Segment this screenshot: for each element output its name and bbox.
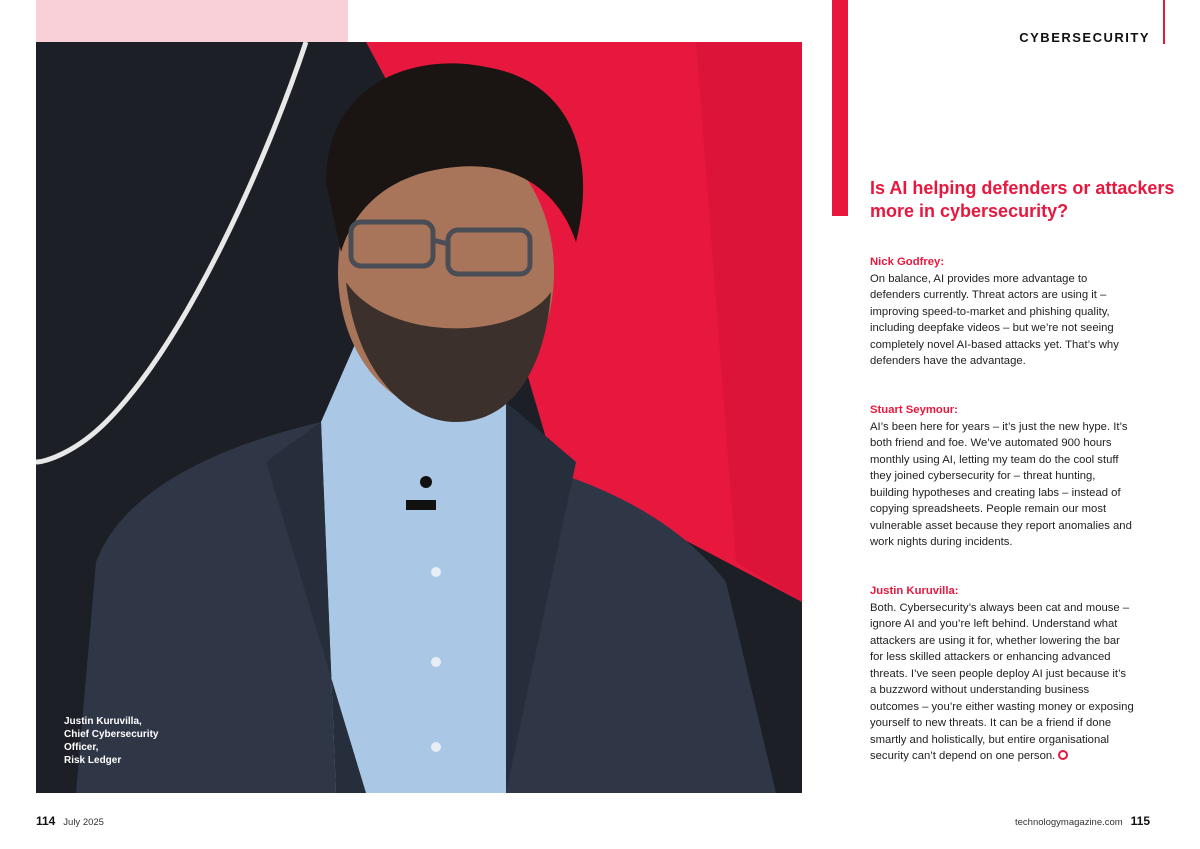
caption-line: Risk Ledger [64,755,122,766]
page-number-right: 115 [1130,814,1150,828]
footer-left [36,814,104,828]
caption-line: Chief Cybersecurity [64,729,159,740]
end-mark-icon [1058,750,1068,760]
footer-right [1015,814,1150,828]
qa-block-justin-kuruvilla [870,583,1135,765]
section-label: CYBERSECURITY [1019,30,1150,45]
speaker-illustration [36,42,802,793]
issue-date: July 2025 [63,817,104,828]
pink-header-band [36,0,348,42]
speaker-name: Stuart Seymour: [870,404,958,416]
speaker-photo [36,42,802,793]
speaker-answer: AI’s been here for years – it’s just the new hype. It’s both friend and foe. We’ve automated 900 hours monthly using AI, letting my team do the cool stuff they joined cybersecurity for – threat hunting, building hypotheses and creating labs – instead of copying spreadsheets. People remain our most vulnerable asset because they report anomalies and work nights during incidents. [870,420,1132,548]
caption-line: Officer, [64,742,99,753]
speaker-answer: On balance, AI provides more advantage to defenders currently. Threat actors are using it – improving speed-to-market and phishing quality, including deepfake videos – but we’re not seeing completely novel AI-based attacks yet. That’s why defenders have the advantage. [870,272,1119,367]
accent-bar [832,0,848,216]
speaker-name: Nick Godfrey: [870,256,945,268]
page-number-left: 114 [36,814,56,828]
accent-line [1163,0,1165,44]
qa-block-stuart-seymour [870,402,1135,551]
qa-block-nick-godfrey [870,254,1135,370]
answer-text: Both. Cybersecurity’s always been cat and mouse – ignore AI and you’re left behind. Understand what attackers are using it for, whether lowering the bar for less skilled attackers or enhancing advanced threats. I’ve seen people deploy AI just because it’s a buzzword without understanding business outcomes – you’re either wasting money or exposing yourself to new threats. It can be a friend if done smartly and holistically, but entire organisational security can’t depend on one person. [870,601,1134,762]
photo-caption [64,715,158,767]
speaker-name: Justin Kuruvilla: [870,585,959,597]
speaker-answer [870,600,1135,765]
website-link[interactable]: technologymagazine.com [1014,817,1123,828]
caption-line: Justin Kuruvilla, [64,716,142,727]
article-headline: Is AI helping defenders or attackers more in cybersecurity? [870,178,1175,221]
